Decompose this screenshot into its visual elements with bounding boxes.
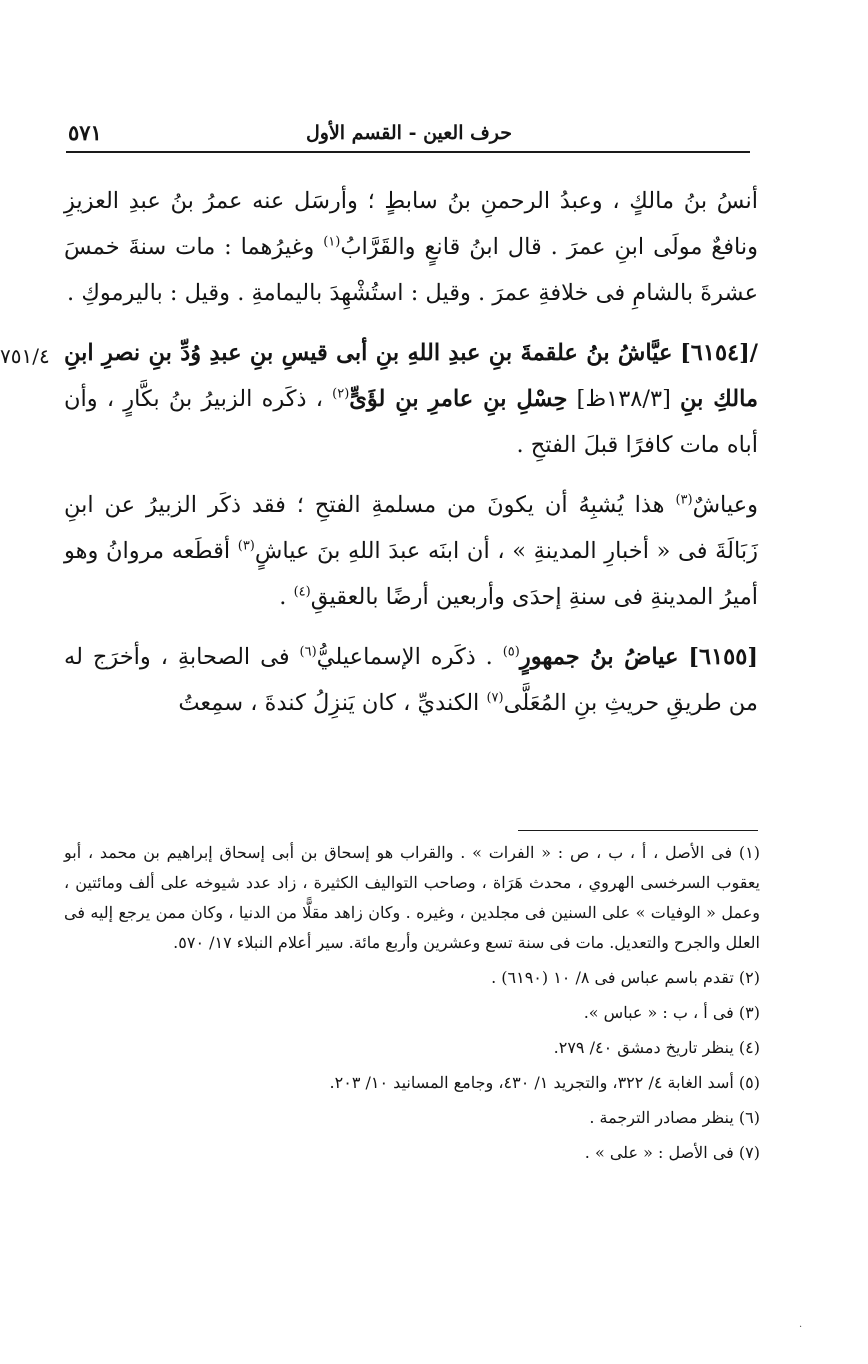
footnote-ref[interactable]: (٥) xyxy=(502,644,520,660)
footnote-text: ينظر مصادر الترجمة . xyxy=(589,1108,734,1127)
footnote-text: ينظر تاريخ دمشق ٤٠/ ٢٧٩. xyxy=(553,1038,734,1057)
footnote-ref[interactable]: (٣) xyxy=(675,492,693,508)
footnotes xyxy=(64,838,760,1173)
footnote xyxy=(64,1033,760,1063)
footnote xyxy=(64,1068,760,1098)
footnote-ref[interactable]: (٤) xyxy=(293,584,311,600)
paragraph-text: . ذكَره الإسماعيليُّ xyxy=(316,644,493,670)
footnote-ref[interactable]: (٧) xyxy=(486,690,504,706)
paragraph-text: وغيرُهما : مات سنةَ خمسَ عشرةَ بالشامِ فى خلافةِ عمرَ . وقيل : استُشْهِدَ باليمامةِ . وقيل : باليرموكِ . xyxy=(64,234,758,306)
paragraph-text: وعياشٌ xyxy=(692,492,758,518)
footnote-ref[interactable]: (٢) xyxy=(332,386,350,402)
paragraph-text: أنسُ بنُ مالكٍ ، وعبدُ الرحمنِ بنُ سابطٍ ؛ وأرسَل عنه عمرُ بنُ عبدِ العزيزِ ونافعٌ مولَى ابنِ عمرَ . قال ابنُ قانعٍ والقَرَّابُ xyxy=(64,188,759,260)
paragraph-text: ، ذكَره الزبيرُ بنُ بكَّارٍ ، وأن أباه مات كافرًا قبلَ الفتحِ . xyxy=(64,386,758,458)
footnote-ref[interactable]: (٣) xyxy=(237,538,255,554)
paragraph xyxy=(64,178,758,316)
footnote-text: تقدم باسم عباس فى ٨/ ١٠ (٦١٩٠) . xyxy=(491,968,734,987)
footnote-ref[interactable]: (١) xyxy=(323,234,341,250)
print-speck: · xyxy=(799,1322,803,1333)
footnote-mark: (٤) xyxy=(738,1038,760,1057)
footnote-mark: (٢) xyxy=(738,968,760,987)
footnote xyxy=(64,998,760,1028)
footnote-mark: (٣) xyxy=(738,1003,760,1022)
paragraph-text: . xyxy=(279,584,287,610)
header-rule xyxy=(66,151,750,153)
entry-6154 xyxy=(64,330,758,468)
paragraph-text: أقطَعه مروانُ وهو أميرُ المدينةِ فى سنةِ إحدَى وأربعين أرضًا بالعقيقِ xyxy=(64,538,758,610)
footnote-text: فى الأصل ، أ ، ب ، ص : « الفرات » . والقراب هو إسحاق بن أبى إسحاق إبراهيم بن محمد ، أبو يعقوب السرخسى الهروي ، محدث هَرَاة ، وصاحب التواليف الكثيرة ، زاد عدد شيوخه على ألف ومائتين ، وعمل « الوفيات » على السنين فى مجلدين ، وغيره . وكان زاهد مقلًّا من الدنيا ، وكان ممن يرجع إليه فى العلل والجرح والتعديل. مات فى سنة تسع وعشرين وأربع مائة. سير أعلام النبلاء ١٧/ ٥٧٠. xyxy=(64,843,760,952)
entry-number: [٦١٥٥] xyxy=(688,644,759,670)
page-number: ٥٧١ xyxy=(68,120,102,145)
entry-number: [٦١٥٤] xyxy=(680,340,750,366)
entry-name: عياضُ بنُ جمهورٍ xyxy=(519,644,679,670)
paragraph-text: هذا يُشبِهُ أن يكونَ من مسلمةِ الفتحِ ؛ فقد ذكَر الزبيرُ عن ابنِ زَبَالَةَ فى « أخبارِ المدينةِ » ، أن ابنَه عبدَ اللهِ بنَ عياشٍ xyxy=(64,492,758,564)
footnote xyxy=(64,838,760,958)
paragraph-text: الكنديِّ ، كان يَنزِلُ كندةَ ، سمِعتُ xyxy=(178,690,480,716)
footnote-text: أسد الغابة ٤/ ٣٢٢، والتجريد ١/ ٤٣٠، وجامع المسانيد ١٠/ ٢٠٣. xyxy=(329,1073,734,1092)
entry-name: حِسْلِ بنِ عامرِ بنِ لؤَىٍّ xyxy=(349,386,568,412)
entry-prefix: / xyxy=(749,340,759,366)
footnote-mark: (٦) xyxy=(738,1108,760,1127)
paragraph-text: فى الصحابةِ ، وأخرَج له من طريقِ حريثِ بنِ المُعَلَّى xyxy=(64,644,758,716)
page-header xyxy=(68,116,750,150)
running-title: حرف العين - القسم الأول xyxy=(305,122,513,144)
main-text xyxy=(64,178,758,726)
footnote-mark: (٥) xyxy=(738,1073,760,1092)
footnote-ref[interactable]: (٦) xyxy=(299,644,317,660)
entry-6155 xyxy=(64,634,758,726)
footnote-text: فى الأصل : « على » . xyxy=(584,1143,734,1162)
margin-reference: ٧٥١/٤ xyxy=(0,344,50,368)
paragraph xyxy=(64,482,758,620)
footnote-mark: (٧) xyxy=(738,1143,760,1162)
manuscript-ref: [١٣٨/٣ظ] xyxy=(576,386,671,412)
footnote-separator xyxy=(518,830,758,831)
footnote xyxy=(64,1103,760,1133)
footnote-text: فى أ ، ب : « عباس ». xyxy=(583,1003,734,1022)
footnote xyxy=(64,1138,760,1168)
footnote-mark: (١) xyxy=(738,843,760,862)
footnote xyxy=(64,963,760,993)
entry-name: عيَّاشُ بنُ علقمةَ بنِ عبدِ اللهِ بنِ أبى قيسِ بنِ عبدِ وُدِّ بنِ نصرِ ابنِ مالكِ بنِ xyxy=(64,340,759,412)
